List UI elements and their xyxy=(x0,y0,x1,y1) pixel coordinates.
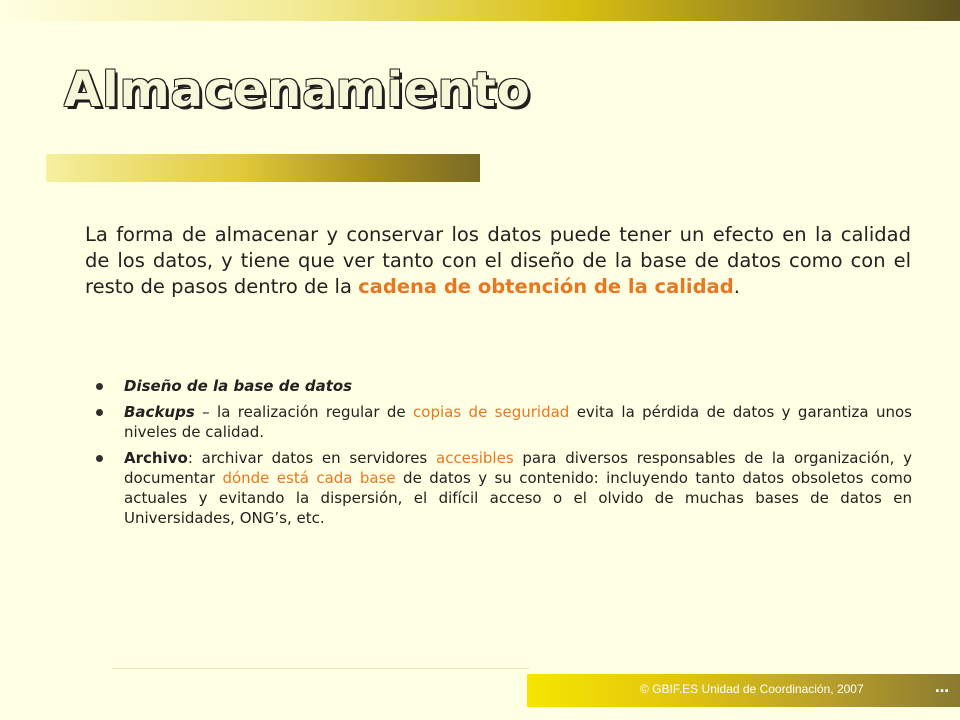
title-underline-bar xyxy=(46,154,480,182)
bullet-label: Diseño de la base de datos xyxy=(124,377,353,395)
list-item xyxy=(124,448,912,528)
bullet-dot-icon xyxy=(96,455,103,462)
bullet-list xyxy=(124,376,912,534)
more-ellipsis: … xyxy=(935,680,949,696)
bullet-label: Backups xyxy=(124,403,195,421)
bullet-text: archivar datos en servidores xyxy=(201,449,436,467)
list-item xyxy=(124,376,912,396)
bullet-highlight: accesibles xyxy=(436,449,514,467)
bullet-highlight: dónde está cada base xyxy=(222,469,396,487)
bullet-highlight: copias de seguridad xyxy=(413,403,570,421)
bullet-separator: – xyxy=(194,403,218,421)
bullet-separator: : xyxy=(187,449,202,467)
footer-copyright: © GBIF.ES Unidad de Coordinación, 2007 xyxy=(640,682,864,696)
bullet-dot-icon xyxy=(96,383,103,390)
bullet-text: evita la pérdida de datos y garantiza unos niveles de calidad. xyxy=(124,403,912,441)
list-item xyxy=(124,402,912,442)
bullet-text: para diversos responsables de la organización, y documentar xyxy=(124,449,912,487)
slide-title: Almacenamiento xyxy=(64,62,531,118)
bullet-label: Archivo xyxy=(124,449,188,467)
bullet-text: la realización regular de xyxy=(217,403,414,421)
intro-end: . xyxy=(733,275,740,298)
bullet-text: de datos y su contenido: incluyendo tanto datos obsoletos como actuales y evitando la dispersión, el difícil acceso o el olvido de muchas bases de datos en Universidades, ONG’s, etc. xyxy=(124,469,912,527)
top-gradient-bar xyxy=(0,0,960,21)
footer-divider xyxy=(112,668,530,669)
intro-text: La forma de almacenar y conservar los datos puede tener un efecto en la calidad de los datos, y tiene que ver tanto con el diseño de la base de datos como con el resto de pasos dentro de la xyxy=(85,223,911,298)
intro-paragraph xyxy=(85,222,911,300)
intro-highlight: cadena de obtención de la calidad xyxy=(358,275,734,298)
bullet-dot-icon xyxy=(96,409,103,416)
